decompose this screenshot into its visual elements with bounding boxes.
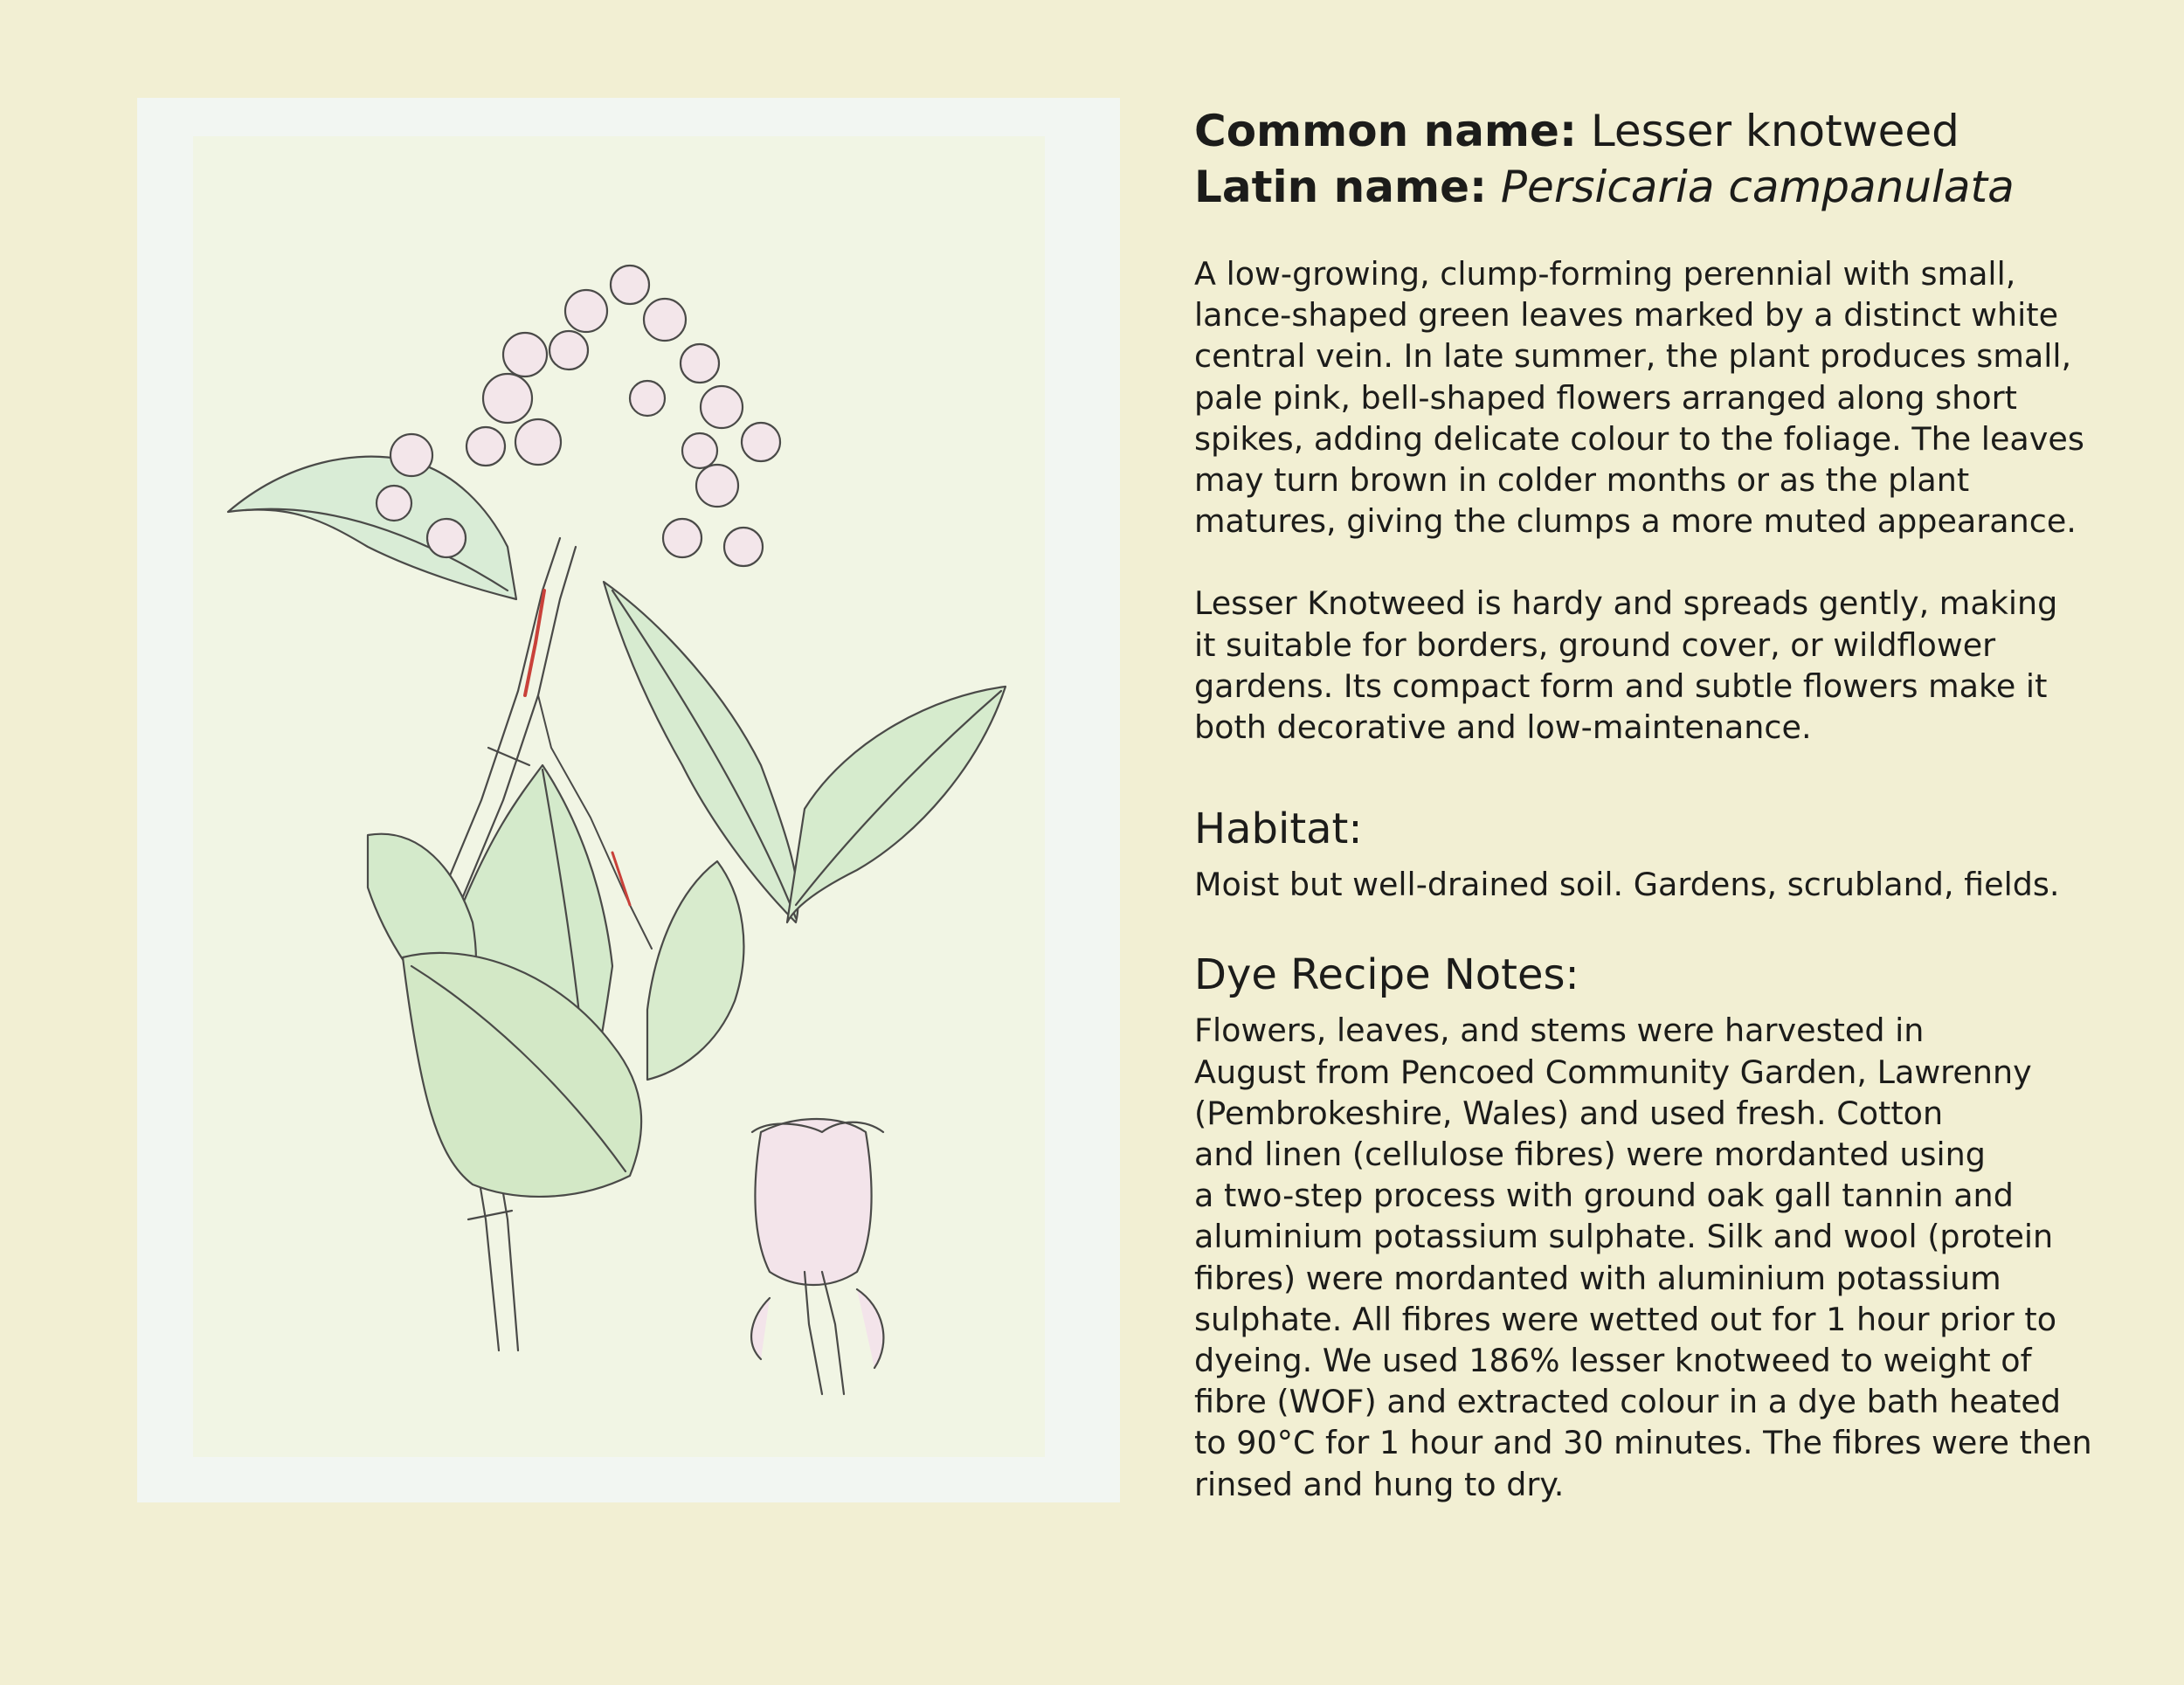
latin-name-line [1194,159,2155,215]
illustration-frame [137,98,1120,1502]
habitat-heading: Habitat: [1194,805,1363,854]
common-name-line [1194,103,2155,159]
text-column [1194,103,2155,1505]
habitat-text: Moist but well-drained soil. Gardens, scrubland, fields. [1194,866,2060,904]
knotweed-illustration [193,136,1045,1457]
description-paragraph-1: A low-growing, clump-forming perennial with small, lance-shaped green leaves marked by a distinct white central vein. In late summer, the plant produces small, pale pink, bell-shaped flowers arranged along short spikes, adding delicate colour to the foliage. The leaves may turn brown in colder months or as the plant matures, giving the clumps a more muted appearance. [1194,255,2084,541]
common-name: Lesser knotweed [1590,106,1959,156]
illustration-paper [193,136,1045,1457]
leaf-icon [604,582,798,922]
description-paragraph-2: Lesser Knotweed is hardy and spreads gently, making it suitable for borders, ground cover, or wildflower gardens. Its compact form and subtle flowers make it both decorative and low-maintenance. [1194,584,2058,747]
bell-flower-icon [751,1119,883,1394]
leaf-icon [647,861,743,1080]
dye-recipe-heading: Dye Recipe Notes: [1194,950,1579,1000]
common-name-label: Common name: [1194,106,1577,156]
latin-name-label: Latin name: [1194,162,1487,212]
latin-name: Persicaria campanulata [1500,162,2015,212]
leaf-icon [787,687,1006,922]
leaf-icon [228,457,516,599]
dye-recipe-text: Flowers, leaves, and stems were harvested in August from Pencoed Community Garden, Lawrenny (Pembrokeshire, Wales) and used fresh. Cotton and linen (cellulose fibres) were mordanted using a two-step process with ground oak gall tannin and aluminium potassium sulphate. Silk and wool (protein fibres) were mordanted with aluminium potassium sulphate. All fibres were wetted out for 1 hour prior to dyeing. We used 186% lesser knotweed to weight of fibre (WOF) and extracted colour in a dye bath heated to 90°C for 1 hour and 30 minutes. The fibres were then rinsed and hung to dry. [1194,1012,2092,1503]
flower-spike-icon [377,266,780,566]
